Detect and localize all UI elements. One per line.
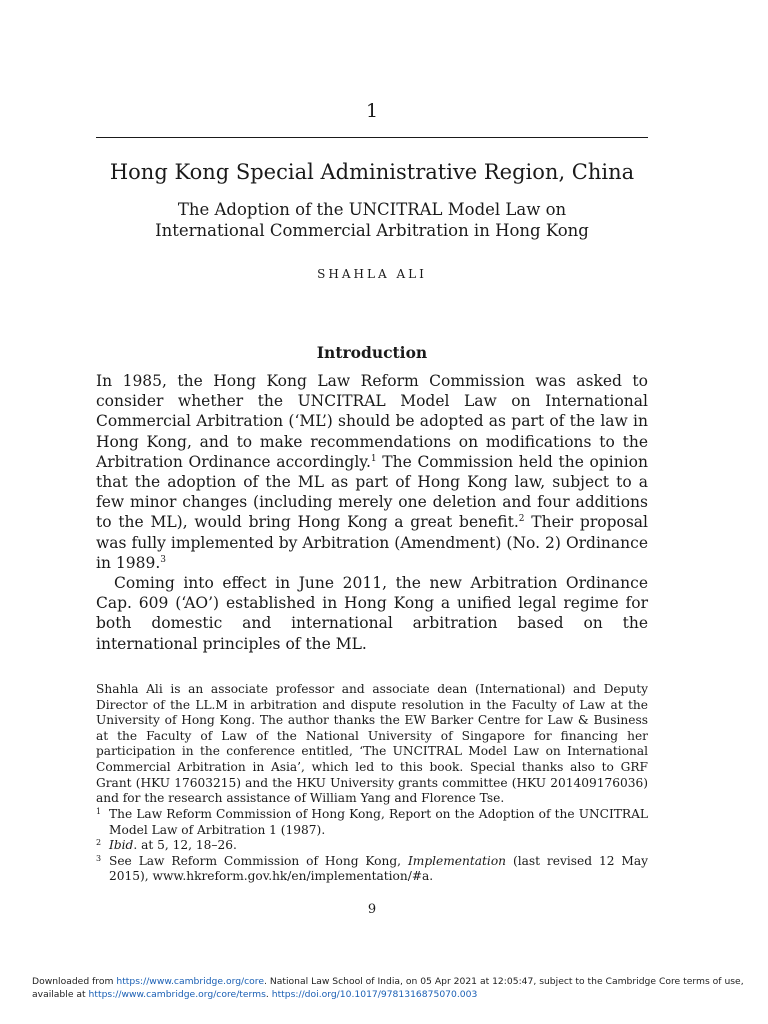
author-name: SHAHLA ALI <box>317 267 427 281</box>
footnote-text-a: See Law Reform Commission of Hong Kong, <box>109 853 408 868</box>
page-number: 9 <box>367 902 377 917</box>
footnote-ref-1[interactable]: 1 <box>370 453 377 464</box>
download-notice <box>32 976 762 1001</box>
download-middle: . National Law School of India, on 05 Apr 2021 at 12:05:47, subject to the Cambridge Core terms of use, available at <box>32 976 744 1000</box>
paragraph-1 <box>96 371 648 573</box>
footnote-2 <box>96 838 648 854</box>
chapter-rule <box>96 137 648 138</box>
footnote-3 <box>96 854 648 885</box>
section-heading: Introduction <box>316 343 428 362</box>
paragraph-2: Coming into effect in June 2011, the new Arbitration Ordinance Cap. 609 (‘AO’) established in Hong Kong a unified legal regime for both domestic and international arbitration based on the international principles of the ML. <box>96 574 648 653</box>
paragraph-1-part-a: In 1985, the Hong Kong Law Reform Commission was asked to consider whether the UNCITRAL Model Law on International Commercial Arbitration (‘ML’) should be adopted as part of the law in Hong Kong, and to make recommendations on modifications to the Arbitration Ordinance accordingly. <box>96 372 648 471</box>
footnote-italic: Implementation <box>407 853 507 868</box>
footnote-ref-3[interactable]: 3 <box>160 554 166 565</box>
download-separator: . <box>265 988 272 1000</box>
doi-link[interactable]: https://doi.org/10.1017/9781316875070.003 <box>271 988 478 1000</box>
chapter-subtitle <box>96 199 648 241</box>
paragraph-1-part-b: The Commission held the opinion that the adoption of the ML as part of Hong Kong law, subject to a few minor changes (including merely one deletion and four additions to the ML), would bring Hong Kong a great benefit. <box>96 452 648 532</box>
footnote-text: The Law Reform Commission of Hong Kong, Report on the Adoption of the UNCITRAL Model Law of Arbitration 1 (1987). <box>109 807 648 837</box>
terms-link[interactable]: https://www.cambridge.org/core/terms <box>88 988 266 1000</box>
paragraph-1-part-c: Their proposal was fully implemented by Arbitration (Amendment) (No. 2) Ordinance in 1989. <box>96 513 648 572</box>
chapter-number: 1 <box>365 100 379 122</box>
footnote-mark: 2 <box>96 838 102 848</box>
chapter-title: Hong Kong Special Administrative Region, China <box>109 160 635 184</box>
cambridge-core-link[interactable]: https://www.cambridge.org/core <box>116 976 265 987</box>
footnote-mark: 3 <box>96 853 102 863</box>
footnote-1 <box>96 807 648 838</box>
footnotes <box>96 807 648 885</box>
footnote-mark: 1 <box>96 807 102 816</box>
download-prefix: Downloaded from <box>32 976 117 987</box>
footnote-ref-2[interactable]: 2 <box>518 514 525 525</box>
footnote-italic: Ibid <box>109 838 134 853</box>
chapter-subtitle-line-1: The Adoption of the UNCITRAL Model Law on <box>177 200 567 219</box>
footnote-text: . at 5, 12, 18–26. <box>133 838 237 853</box>
author-note: Shahla Ali is an associate professor and associate dean (International) and Deputy Director of the LL.M in arbitration and dispute resolution in the Faculty of Law at the University of Hong Kong. The author thanks the EW Barker Centre for Law & Business at the Faculty of Law of the National University of Singapore for financing her participation in the conference entitled, ‘The UNCITRAL Model Law on International Commercial Arbitration in Asia’, which led to this book. Special thanks also to GRF Grant (HKU 17603215) and the HKU University grants committee (HKU 201409176036) and for the research assistance of William Yang and Florence Tse. <box>96 682 648 806</box>
footnote-text-b: (last revised 12 May 2015), www.hkreform.gov.hk/en/implementation/#a. <box>109 853 648 884</box>
body-text <box>96 371 648 654</box>
chapter-subtitle-line-2: International Commercial Arbitration in Hong Kong <box>155 221 589 240</box>
